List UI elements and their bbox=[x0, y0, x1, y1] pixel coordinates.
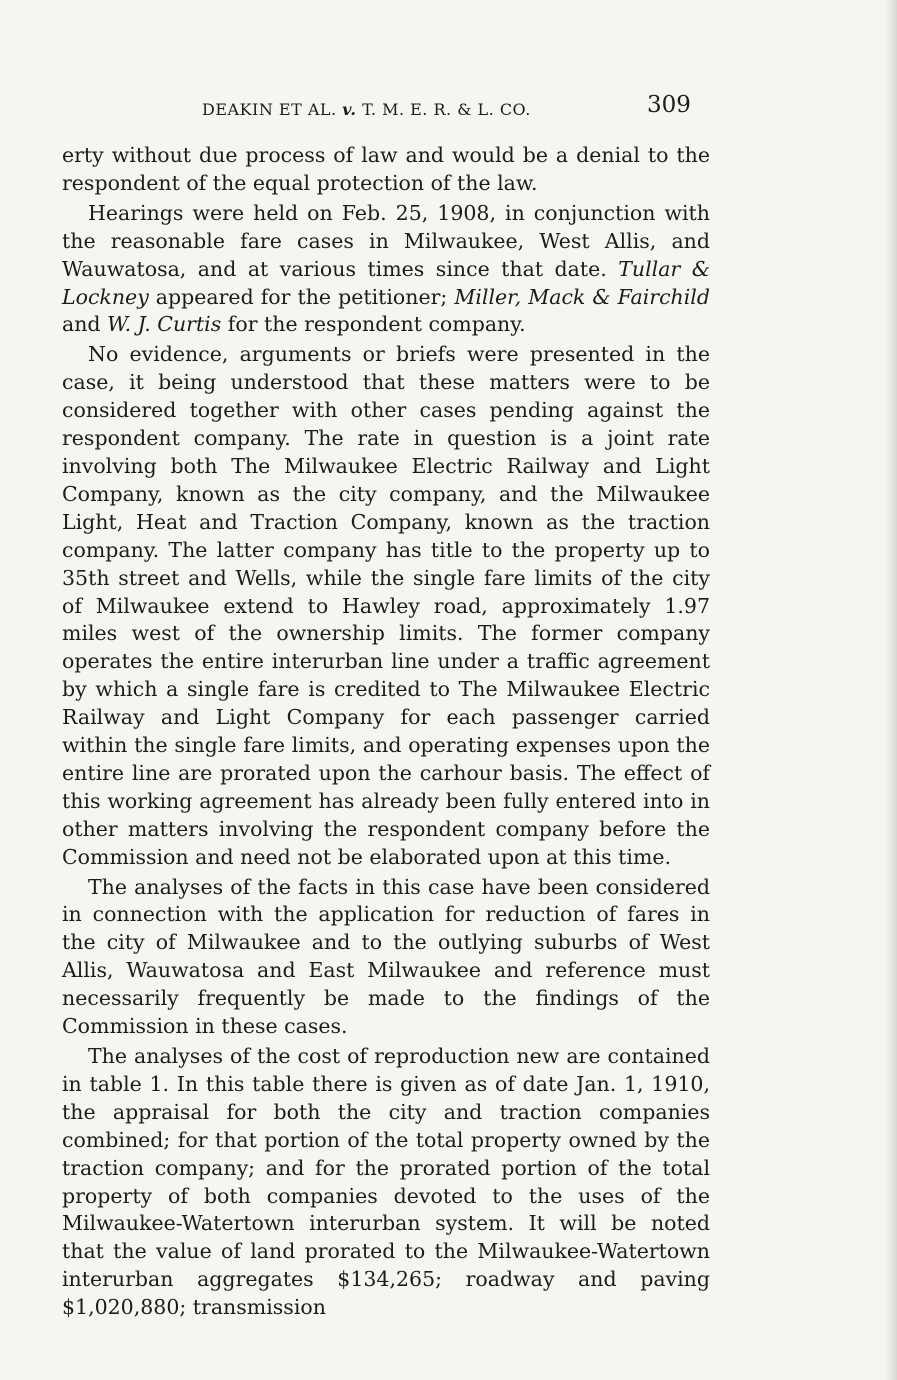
paragraph-hearings bbox=[62, 200, 710, 340]
paragraph-continuation: erty without due process of law and would be a denial to the respondent of the equal protection of the law. bbox=[62, 143, 710, 195]
page-edge-shadow bbox=[885, 0, 897, 1380]
hearings-text-4: for the respondent company. bbox=[221, 312, 526, 337]
running-head bbox=[0, 94, 897, 124]
running-title bbox=[202, 100, 531, 119]
running-title-end: T. M. E. R. & L. CO. bbox=[356, 100, 531, 119]
body-text bbox=[62, 142, 710, 1322]
paragraph-cost-reproduction: The analyses of the cost of reproduction new are contained in table 1. In this table there is given as of date Jan. 1, 1910, the appraisal for both the city and traction companies combined; for that portion of the total property owned by the traction company; and for the prorated portion of the total property of both companies devoted to the uses of the Milwaukee-Watertown interurban system. It will be noted that the value of land prorated to the Milwaukee-Watertown interurban aggregates $134,265; roadway and paving $1,020,880; transmission bbox=[62, 1044, 710, 1320]
hearings-text-3: and bbox=[62, 312, 108, 337]
running-title-start: DEAKIN ET AL. bbox=[202, 100, 343, 119]
running-title-versus: v. bbox=[342, 100, 357, 119]
hearings-text-2: appeared for the petitioner; bbox=[148, 284, 455, 309]
counsel-respondent-individual: W. J. Curtis bbox=[107, 312, 222, 337]
paragraph-evidence: No evidence, arguments or briefs were presented in the case, it being understood that these matters were to be considered together with other cases pending against the respondent company. The rate in question is a joint rate involving both The Milwaukee Electric Railway and Light Company, known as the city company, and the Milwaukee Light, Heat and Traction Company, known as the traction company. The latter company has title to the property up to 35th street and Wells, while the single fare limits of the city of Milwaukee extend to Hawley road, approximately 1.97 miles west of the ownership limits. The former company operates the entire interurban line under a traffic agreement by which a single fare is credited to The Milwaukee Electric Railway and Light Company for each passenger carried within the single fare limits, and operating expenses upon the entire line are prorated upon the carhour basis. The effect of this working agreement has already been fully entered into in other matters involving the respondent company before the Commission and need not be elaborated upon at this time. bbox=[62, 342, 710, 869]
page-number: 309 bbox=[647, 92, 691, 118]
paragraph-analyses-facts: The analyses of the facts in this case have been considered in connection with the application for reduction of fares in the city of Milwaukee and to the outlying suburbs of West Allis, Wauwatosa and East Milwaukee and reference must necessarily frequently be made to the findings of the Commission in these cases. bbox=[62, 874, 710, 1039]
counsel-petitioner: Tullar & Lockney bbox=[62, 256, 710, 309]
counsel-respondent-firm: Miller, Mack & Fairchild bbox=[454, 284, 710, 309]
hearings-text-1: Hearings were held on Feb. 25, 1908, in conjunction with the reasonable fare cases in Milwaukee, West Allis, and Wauwatosa, and at various times since that date. bbox=[62, 200, 710, 281]
